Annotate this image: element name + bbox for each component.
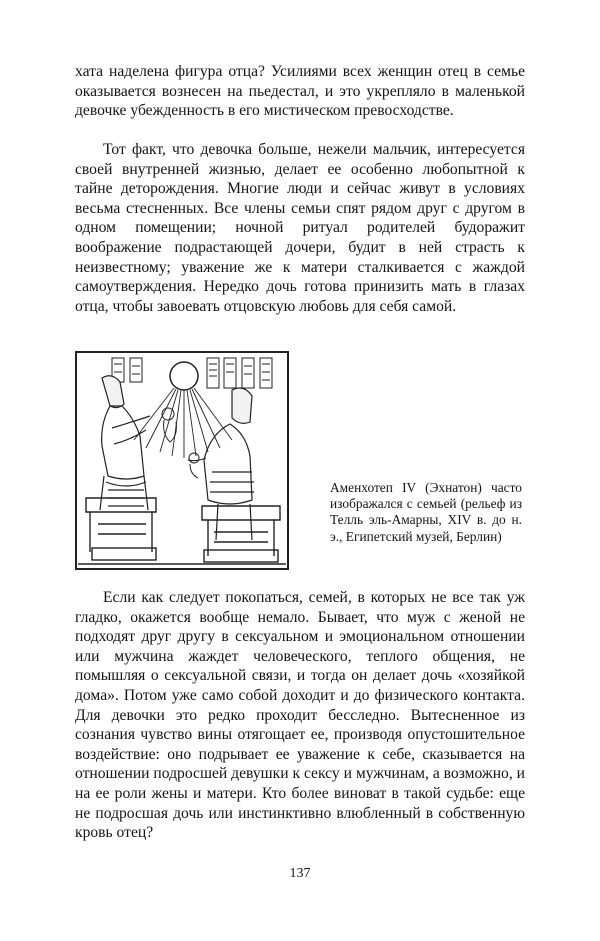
relief-illustration [72, 348, 292, 573]
akhenaten-relief-drawing [72, 348, 292, 573]
figure-caption: Аменхотеп IV (Эхнатон) часто изображался с семьей (рельеф из Телль эль-Амарны, XIV в. до н. э., Египетский музей, Берлин) [330, 480, 522, 544]
paragraph-1: хата наделена фигура отца? Усилиями всех женщин отец в семье оказывается вознесен на пьедестал, и это укрепляло в маленькой девочке убежденность в его мистическом превосходстве. [75, 63, 525, 120]
page-number: 137 [289, 866, 311, 881]
paragraph-2: Тот факт, что девочка больше, нежели мальчик, интересуется своей внутренней жизнью, делает ее особенно любопытной к тайне деторождения. Многие люди и сейчас живут в условиях весьма стесненных. Все члены семьи спят рядом друг с другом в одном помещении; ночной ритуал родителей будоражит воображение подрастающей дочери, будит в ней страсть к неизвестному; уважение же к матери сталкивается с жаждой самоутверждения. Нередко дочь готова принизить мать в глазах отца, чтобы завоевать отцовскую любовь для себя самой. [75, 141, 525, 315]
paragraph-3: Если как следует покопаться, семей, в которых не все так уж гладко, окажется вообще немало. Бывает, что муж с женой не подходят друг другу в сексуальном и эмоциональном отношении или мужчина жаждет человеческого, теплого общения, не помышляя о сексуальной связи, и тогда он делает дочь «хозяйкой дома». Потом уже само собой доходит и до физического контакта. Для девочки это редко проходит бесследно. Вытесненное из сознания чувство вины отягощает ее, производя опустошительное воздействие: оно подрывает ее уважение к себе, сказывается на отношении подросшей девушки к сексу и мужчинам, а возможно, и на ее роли жены и матери. Кто более виноват в такой судьбе: еще не подросшая дочь или инстинктивно влюбленный в собственную кровь отец? [75, 589, 525, 842]
